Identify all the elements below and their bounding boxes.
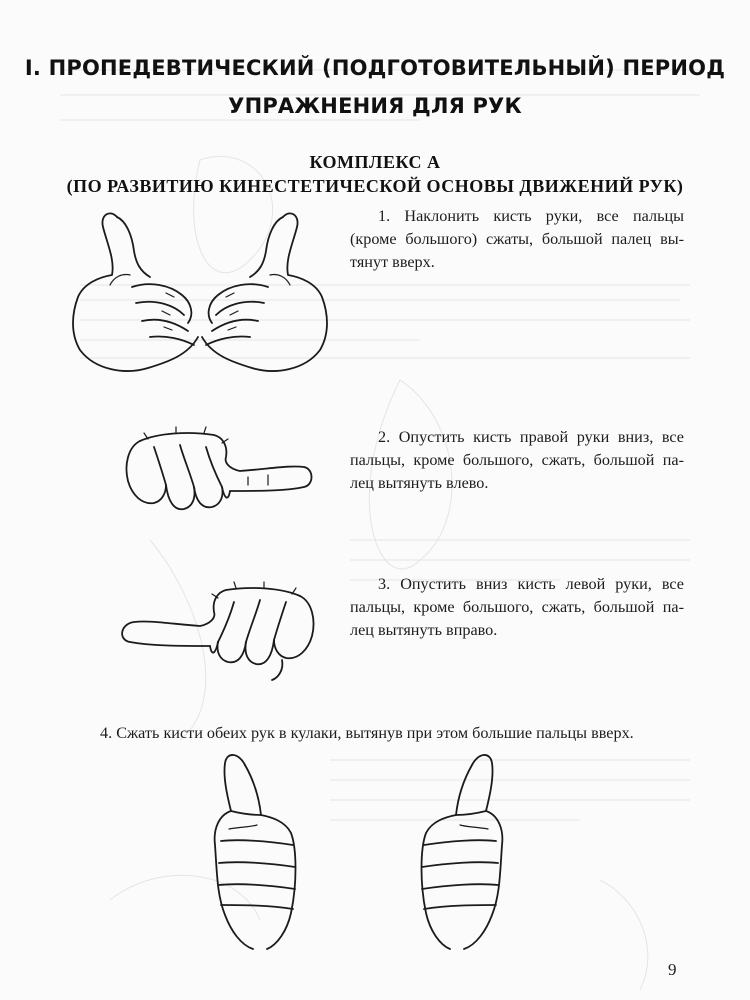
exercise-3-line-2: пальцы, кроме большого, сжать, большой па-: [350, 598, 684, 616]
exercise-2-line-3: лец вытянуть влево.: [350, 474, 489, 492]
two-hands-thumbs-up-tilted-illustration: [70, 205, 330, 380]
exercise-3-line-1: 3. Опустить вниз кисть левой руки, все: [378, 575, 684, 593]
left-fist-thumb-up-illustration: [205, 745, 305, 955]
right-fist-thumb-sideways-illustration: [118, 425, 328, 520]
exercise-1-line-2: (кроме большого) сжаты, большой палец вы-: [350, 230, 684, 248]
exercise-3-line-3: лец вытянуть вправо.: [350, 621, 498, 639]
complex-title: КОМПЛЕКС А: [309, 152, 441, 172]
right-fist-thumb-up-illustration: [412, 745, 512, 955]
exercise-2-line-2: пальцы, кроме большого, сжать, большой па-: [350, 451, 684, 469]
page-number: 9: [668, 960, 677, 979]
complex-subtitle: (ПО РАЗВИТИЮ КИНЕСТЕТИЧЕСКОЙ ОСНОВЫ ДВИЖЕНИЙ РУК): [66, 176, 684, 196]
left-fist-thumb-sideways-illustration: [112, 580, 322, 685]
exercise-4-text: 4. Сжать кисти обеих рук в кулаки, вытянув при этом большие пальцы вверх.: [100, 724, 634, 742]
exercise-3-text: [350, 573, 684, 642]
exercise-2-line-1: 2. Опустить кисть правой руки вниз, все: [378, 428, 684, 446]
exercise-2-text: [350, 426, 684, 495]
page-title: I. ПРОПЕДЕВТИЧЕСКИЙ (ПОДГОТОВИТЕЛЬНЫЙ) ПЕРИОД: [24, 56, 726, 80]
page-subtitle: УПРАЖНЕНИЯ ДЛЯ РУК: [228, 94, 522, 118]
exercise-1-text: [350, 205, 684, 274]
exercise-1-line-1: 1. Наклонить кисть руки, все пальцы: [378, 207, 684, 225]
exercise-1-line-3: тянут вверх.: [350, 253, 435, 271]
